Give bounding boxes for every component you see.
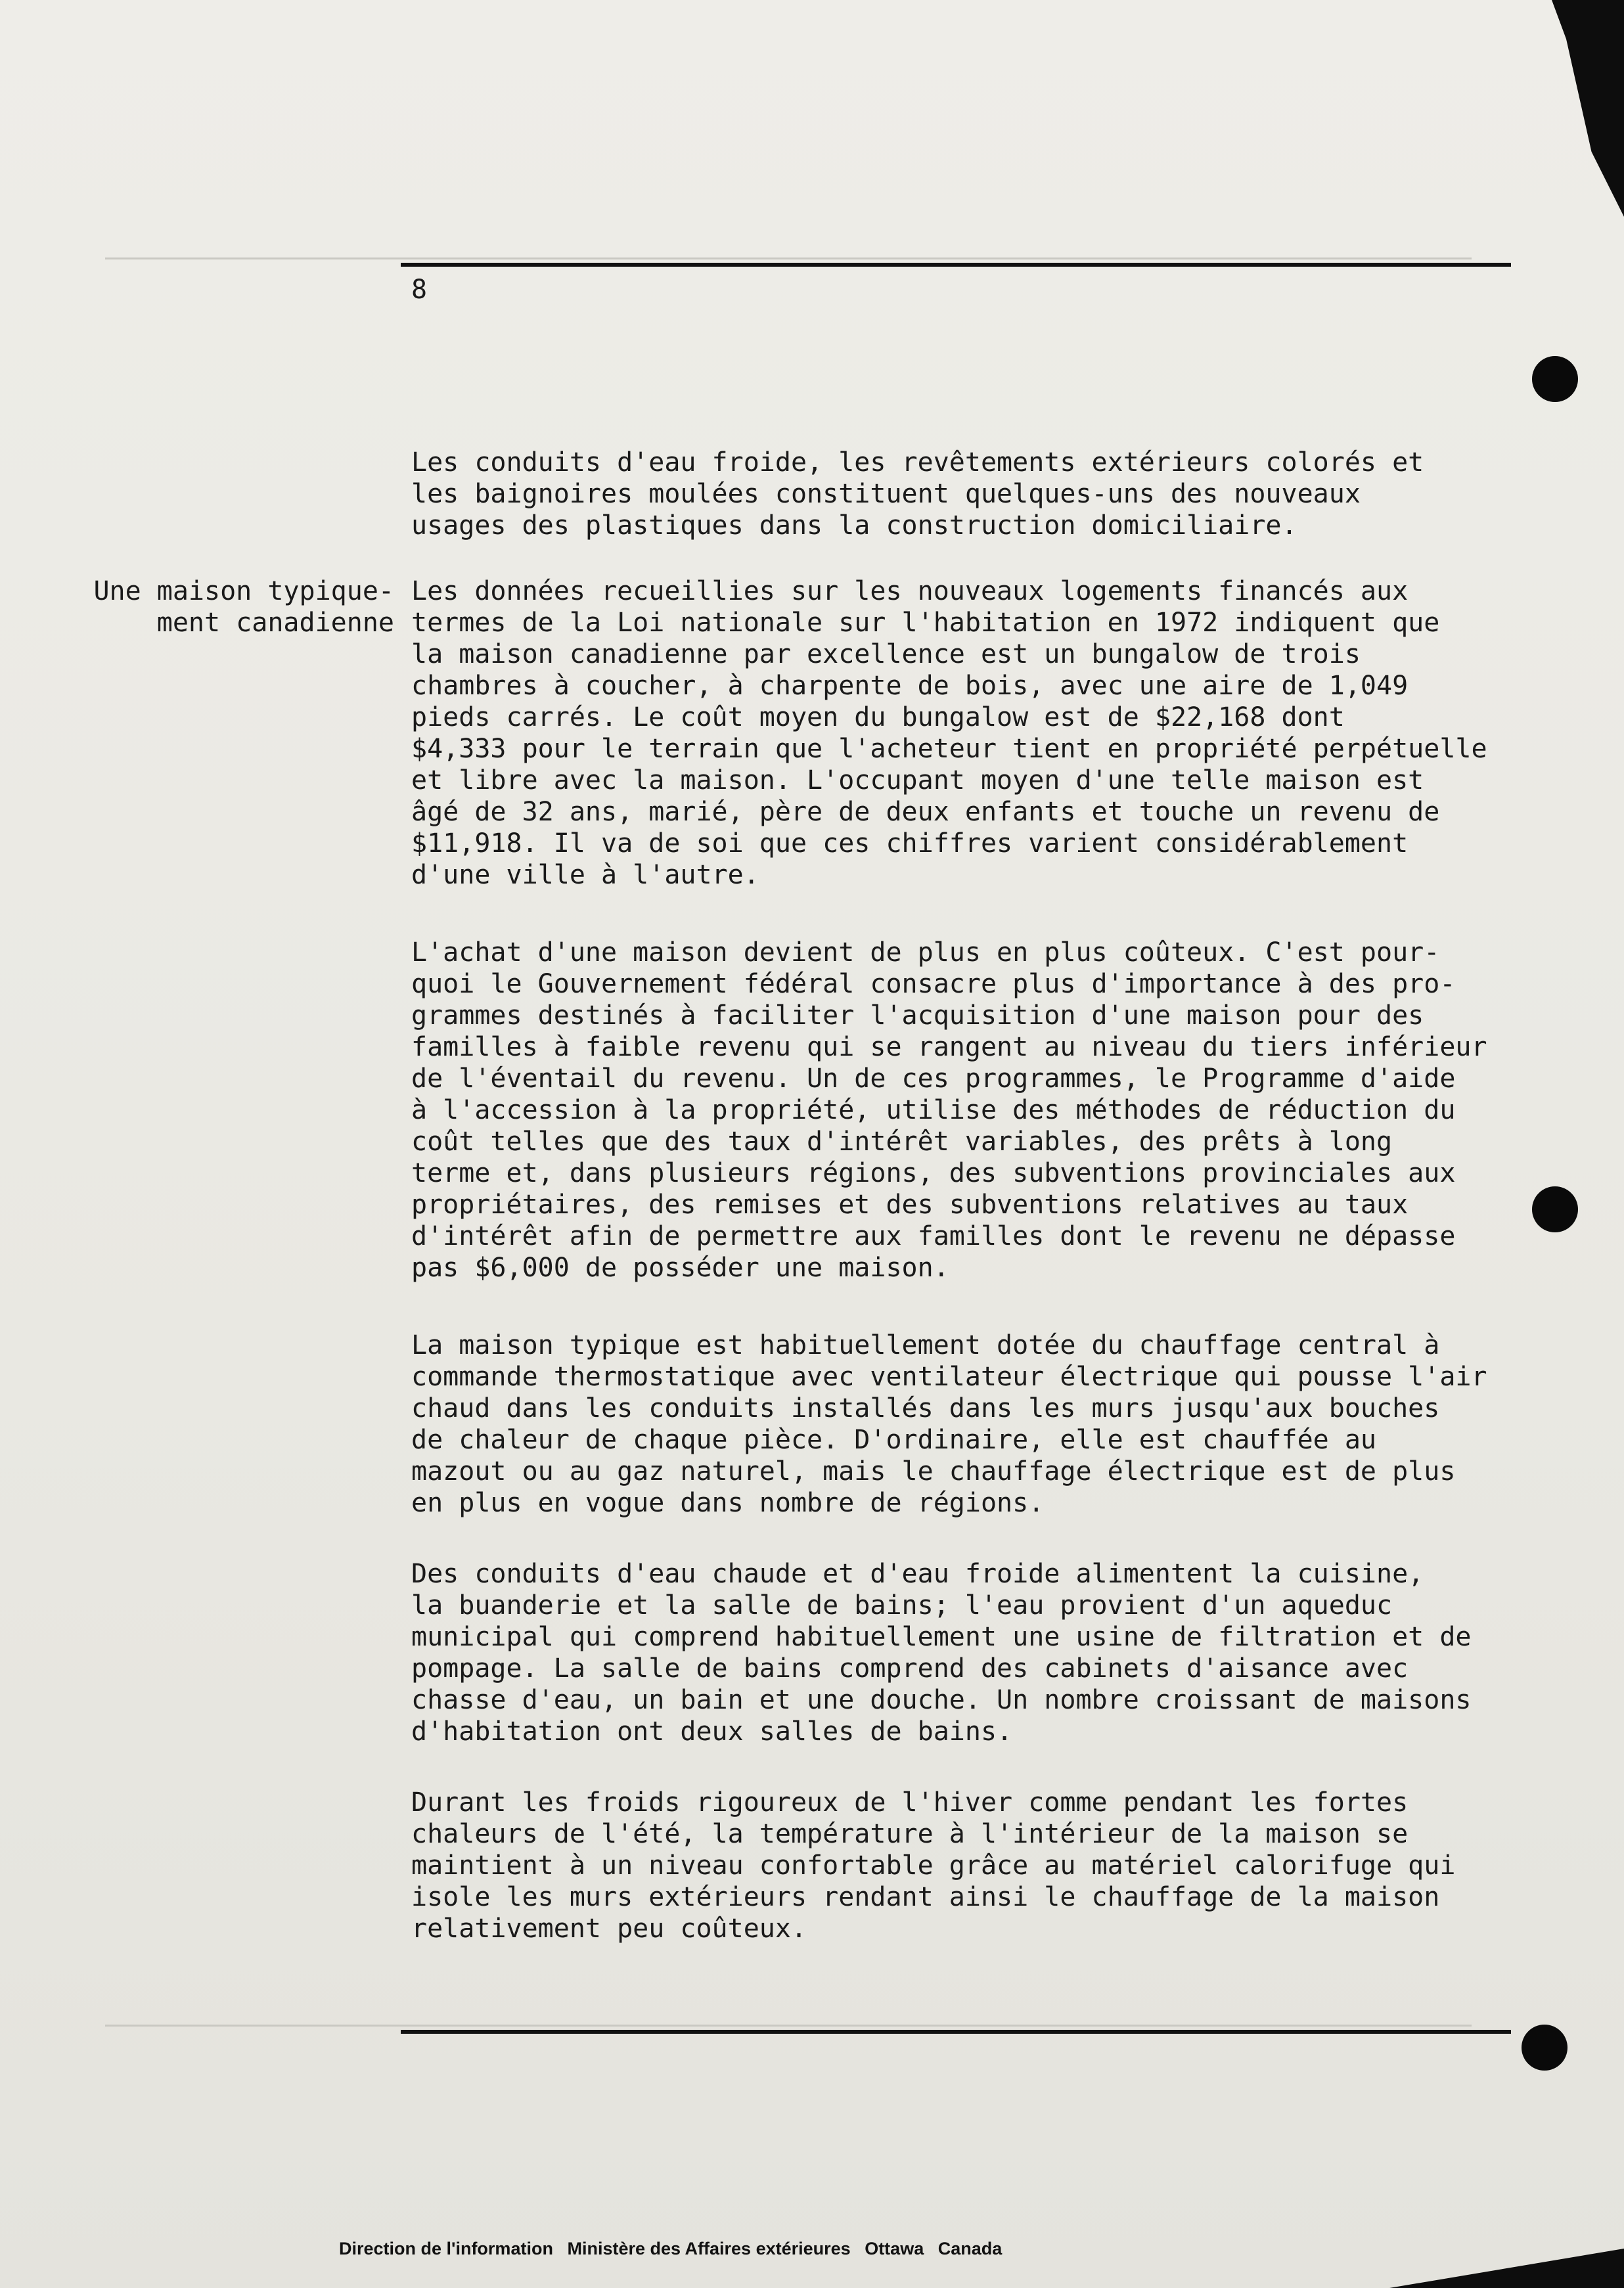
- bleed-through-rule-bottom: [105, 2025, 1472, 2027]
- margin-heading: Une maison typique- ment canadienne: [93, 576, 394, 638]
- footer-country: Canada: [937, 2239, 1003, 2258]
- top-rule: [401, 263, 1511, 267]
- footer-city: Ottawa: [865, 2239, 924, 2258]
- page-number: 8: [411, 275, 428, 305]
- bleed-through-rule-top: [105, 258, 1472, 259]
- paragraph-housing-cost: L'achat d'une maison devient de plus en plus coûteux. C'est pour- quoi le Gouvernement fédéral consacre plus d'importance à des pro- grammes destinés à faciliter l'acquisition d'une maison pour des familles à faible revenu qui se rangent au niveau du tiers inférieur de l'éventail du revenu. Un de ces programmes, le Programme d'aide à l'accession à la propriété, utilise des méthodes de réduction du coût telles que des taux d'intérêt variables, des prêts à long terme et, dans plusieurs régions, des subventions provinciales aux propriétaires, des remises et des subventions relatives au taux d'intérêt afin de permettre aux familles dont le revenu ne dépasse pas $6,000 de posséder une maison.: [411, 937, 1487, 1283]
- footer: [339, 2239, 1011, 2259]
- paragraph-insulation: Durant les froids rigoureux de l'hiver comme pendant les fortes chaleurs de l'été, la température à l'intérieur de la maison se maintient à un niveau confortable grâce au matériel calorifuge qui isole les murs extérieurs rendant ainsi le chauffage de la maison relativement peu coûteux.: [411, 1787, 1456, 1944]
- punch-hole-middle: [1532, 1186, 1578, 1232]
- punch-hole-top: [1532, 356, 1578, 402]
- footer-directorate: Direction de l'information: [339, 2239, 553, 2258]
- paragraph-typical-house: Les données recueillies sur les nouveaux logements financés aux termes de la Loi nationale sur l'habitation en 1972 indiquent que la maison canadienne par excellence est un bungalow de trois chambres à coucher, à charpente de bois, avec une aire de 1,049 pieds carrés. Le coût moyen du bungalow est de $22,168 dont $4,333 pour le terrain que l'acheteur tient en propriété perpétuelle et libre avec la maison. L'occupant moyen d'une telle maison est âgé de 32 ans, marié, père de deux enfants et touche un revenu de $11,918. Il va de soi que ces chiffres varient considérablement d'une ville à l'autre.: [411, 576, 1487, 890]
- punch-hole-bottom: [1522, 2025, 1568, 2071]
- paragraph-plastics: Les conduits d'eau froide, les revêtements extérieurs colorés et les baignoires moulées constituent quelques-uns des nouveaux usages des plastiques dans la construction domiciliaire.: [411, 447, 1424, 541]
- paragraph-heating: La maison typique est habituellement dotée du chauffage central à commande thermostatique avec ventilateur électrique qui pousse l'air chaud dans les conduits installés dans les murs jusqu'aux bouches de chaleur de chaque pièce. D'ordinaire, elle est chauffée au mazout ou au gaz naturel, mais le chauffage électrique est de plus en plus en vogue dans nombre de régions.: [411, 1330, 1487, 1518]
- footer-ministry: Ministère des Affaires extérieures: [567, 2239, 851, 2258]
- paragraph-plumbing: Des conduits d'eau chaude et d'eau froide alimentent la cuisine, la buanderie et la salle de bains; l'eau provient d'un aqueduc municipal qui comprend habituellement une usine de filtration et de pompage. La salle de bains comprend des cabinets d'aisance avec chasse d'eau, un bain et une douche. Un nombre croissant de maisons d'habitation ont deux salles de bains.: [411, 1559, 1472, 1747]
- bottom-rule: [401, 2030, 1511, 2034]
